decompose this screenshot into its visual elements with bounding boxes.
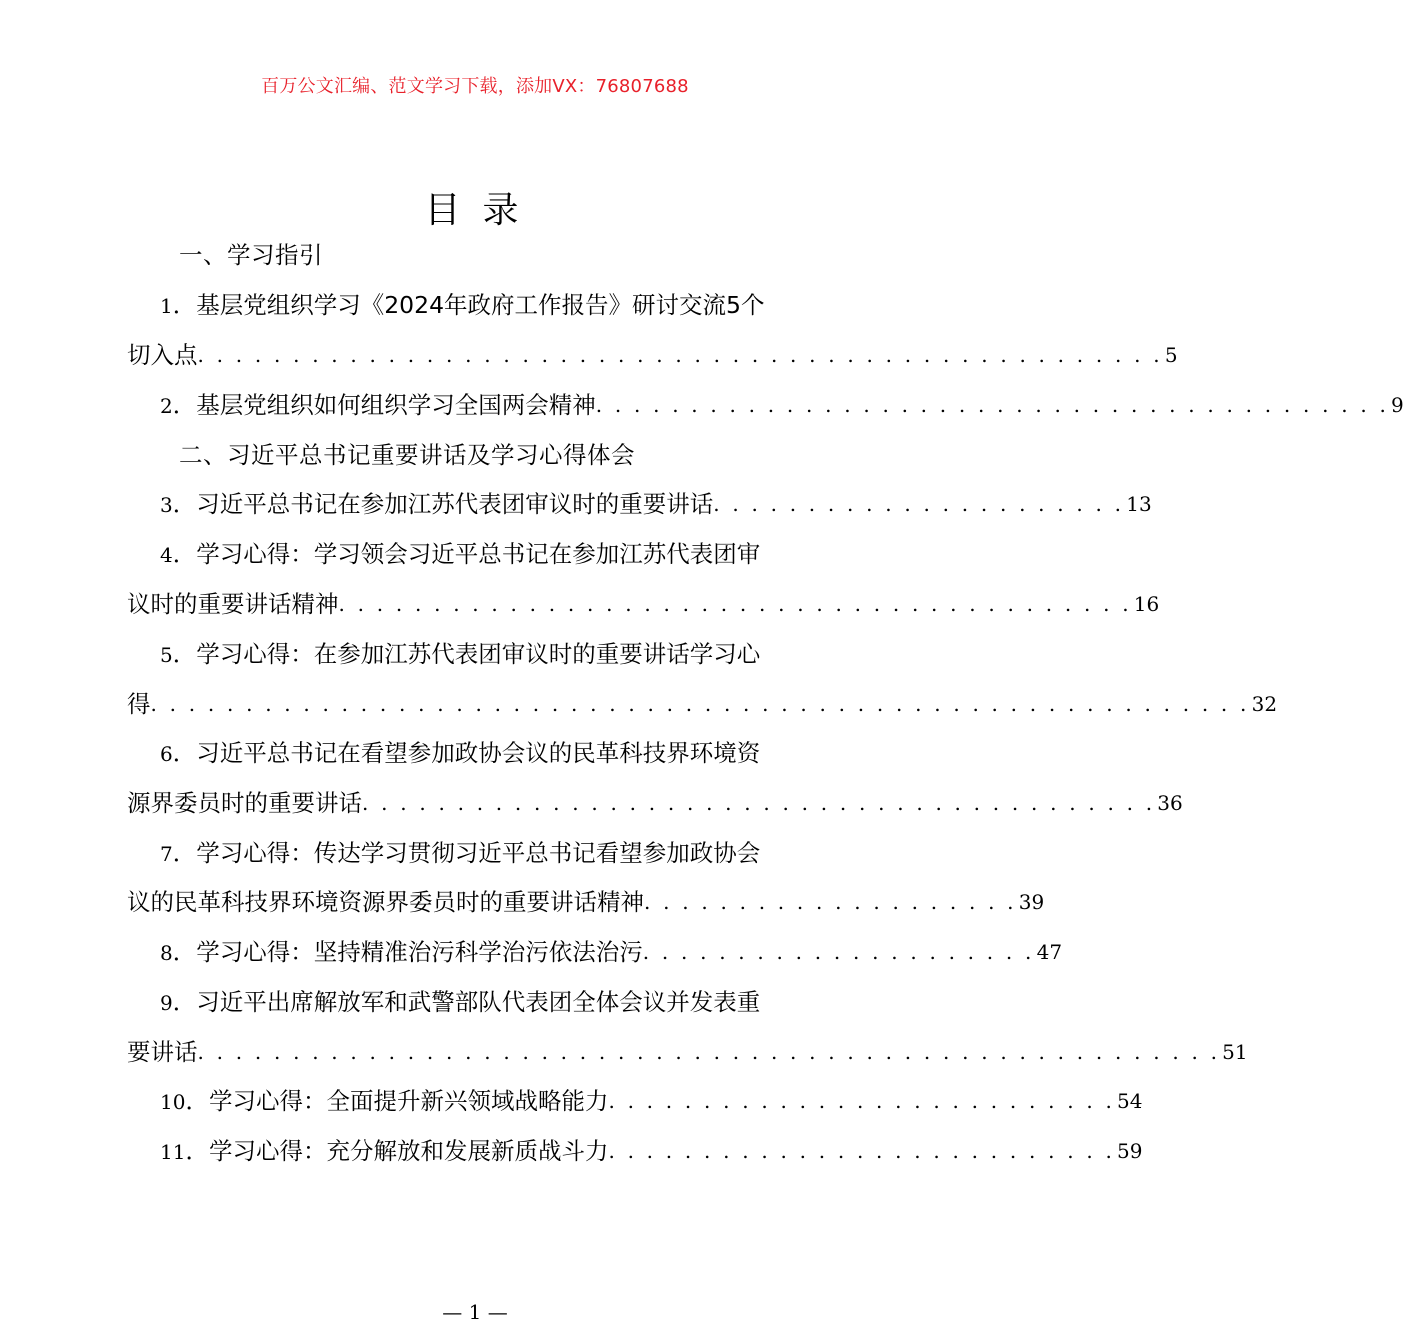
entry-number: 11 [160,1140,186,1164]
leader-dots: . . . . . . . . . . . . . . . . . . . . . . . . . . . . . . . . . . . . . . . . . . . . . . . . . . . . . . . . . . [150,692,1250,716]
toc-entry-8[interactable] [127,932,1063,972]
entry-page: 13 [1126,492,1152,516]
leader-dots: . . . . . . . . . . . . . . . . . . . . . . . . . . . . . . . . . . . . . . . . . . [338,592,1132,616]
leader-dots: . . . . . . . . . . . . . . . . . . . . . . [713,492,1125,516]
entry-page: 59 [1117,1139,1143,1163]
leader-dots: . . . . . . . . . . . . . . . . . . . . . [642,940,1035,964]
entry-page: 5 [1164,343,1178,367]
entry-title: ．习近平出席解放军和武警部队代表团全体会议并发表重 [172,988,761,1016]
leader-dots: . . . . . . . . . . . . . . . . . . . . . . . . . . . . . . . . . . . . . . . . . . [362,791,1156,815]
leader-dots: . . . . . . . . . . . . . . . . . . . . . . . . . . . . . . . . . . . . . . . . . . . . . . . . . . . [197,343,1163,367]
entry-number: 6 [160,742,173,766]
toc-entry-3[interactable] [127,484,1152,524]
leader-dots: . . . . . . . . . . . . . . . . . . . . . . . . . . . . . . . . . . . . . . . . . . [595,393,1390,417]
toc-entry-2[interactable] [127,385,1404,425]
toc-entry-4-cont[interactable] [127,584,1160,624]
entry-title: ．习近平总书记在参加江苏代表团审议时的重要讲话 [172,490,714,518]
watermark-banner: 百万公文汇编、范文学习下载，添加VX：76807688 [261,76,689,97]
entry-title: ．学习心得：在参加江苏代表团审议时的重要讲话学习心 [172,640,761,668]
entry-number: 7 [160,842,173,866]
entry-page: 54 [1117,1089,1143,1113]
entry-title-cont: 切入点 [127,341,198,369]
entry-title-cont: 议时的重要讲话精神 [127,590,339,618]
entry-number: 3 [160,493,173,517]
toc-entry-10[interactable] [127,1081,1143,1121]
toc-entry-11[interactable] [127,1131,1143,1171]
entry-title: ．学习心得：传达学习贯彻习近平总书记看望参加政协会 [172,839,761,867]
entry-title: ．学习心得：坚持精准治污科学治污依法治污 [172,938,643,966]
entry-page: 39 [1018,890,1045,914]
entry-title: ．基层党组织如何组织学习全国两会精神 [172,391,596,419]
entry-page: 36 [1157,791,1183,815]
entry-number: 1 [160,294,173,318]
entry-title: ．基层党组织学习《2024年政府工作报告》研讨交流5个 [172,291,765,319]
toc-entry-5-cont[interactable] [127,684,1278,724]
entry-title-cont: 要讲话 [127,1038,198,1066]
leader-dots: . . . . . . . . . . . . . . . . . . . . . . . . . . . [608,1089,1115,1113]
toc-entry-7[interactable] [127,833,833,873]
entry-title-cont: 议的民革科技界环境资源界委员时的重要讲话精神 [127,888,644,916]
leader-dots: . . . . . . . . . . . . . . . . . . . . [644,890,1017,914]
entry-number: 5 [160,643,173,667]
entry-title: ．习近平总书记在看望参加政协会议的民革科技界环境资 [172,739,761,767]
toc-entry-1[interactable] [127,285,833,325]
entry-page: 51 [1222,1040,1248,1064]
toc-entry-4[interactable] [127,534,833,574]
entry-title: ．学习心得：全面提升新兴领域战略能力 [185,1087,609,1115]
entry-number: 10 [160,1090,186,1114]
entry-title-cont: 源界委员时的重要讲话 [127,789,362,817]
section-heading-2: 二、习近平总书记重要讲话及学习心得体会 [179,441,635,469]
entry-page: 47 [1036,940,1063,964]
entry-page: 16 [1133,592,1160,616]
entry-number: 4 [160,543,173,567]
toc-entry-7-cont[interactable] [127,882,1045,922]
toc-entry-1-cont[interactable] [127,335,1178,375]
page-number: — 1 — [442,1300,508,1324]
leader-dots: . . . . . . . . . . . . . . . . . . . . . . . . . . . [608,1139,1115,1163]
entry-number: 8 [160,941,173,965]
page-title: 目录 [424,190,541,231]
toc-entry-9-cont[interactable] [127,1032,1248,1072]
entry-page: 32 [1251,692,1278,716]
leader-dots: . . . . . . . . . . . . . . . . . . . . . . . . . . . . . . . . . . . . . . . . . . . . . . . . . . . . . . [197,1040,1221,1064]
entry-number: 2 [160,394,173,418]
entry-page: 9 [1391,393,1404,417]
toc-entry-5[interactable] [127,634,833,674]
entry-title: ．学习心得：学习领会习近平总书记在参加江苏代表团审 [172,540,761,568]
section-heading-1: 一、学习指引 [179,241,323,269]
entry-title-cont: 得 [127,690,151,718]
toc-entry-6-cont[interactable] [127,783,1183,823]
entry-number: 9 [160,991,173,1015]
toc-entry-9[interactable] [127,982,833,1022]
entry-title: ．学习心得：充分解放和发展新质战斗力 [185,1137,609,1165]
toc-entry-6[interactable] [127,733,833,773]
